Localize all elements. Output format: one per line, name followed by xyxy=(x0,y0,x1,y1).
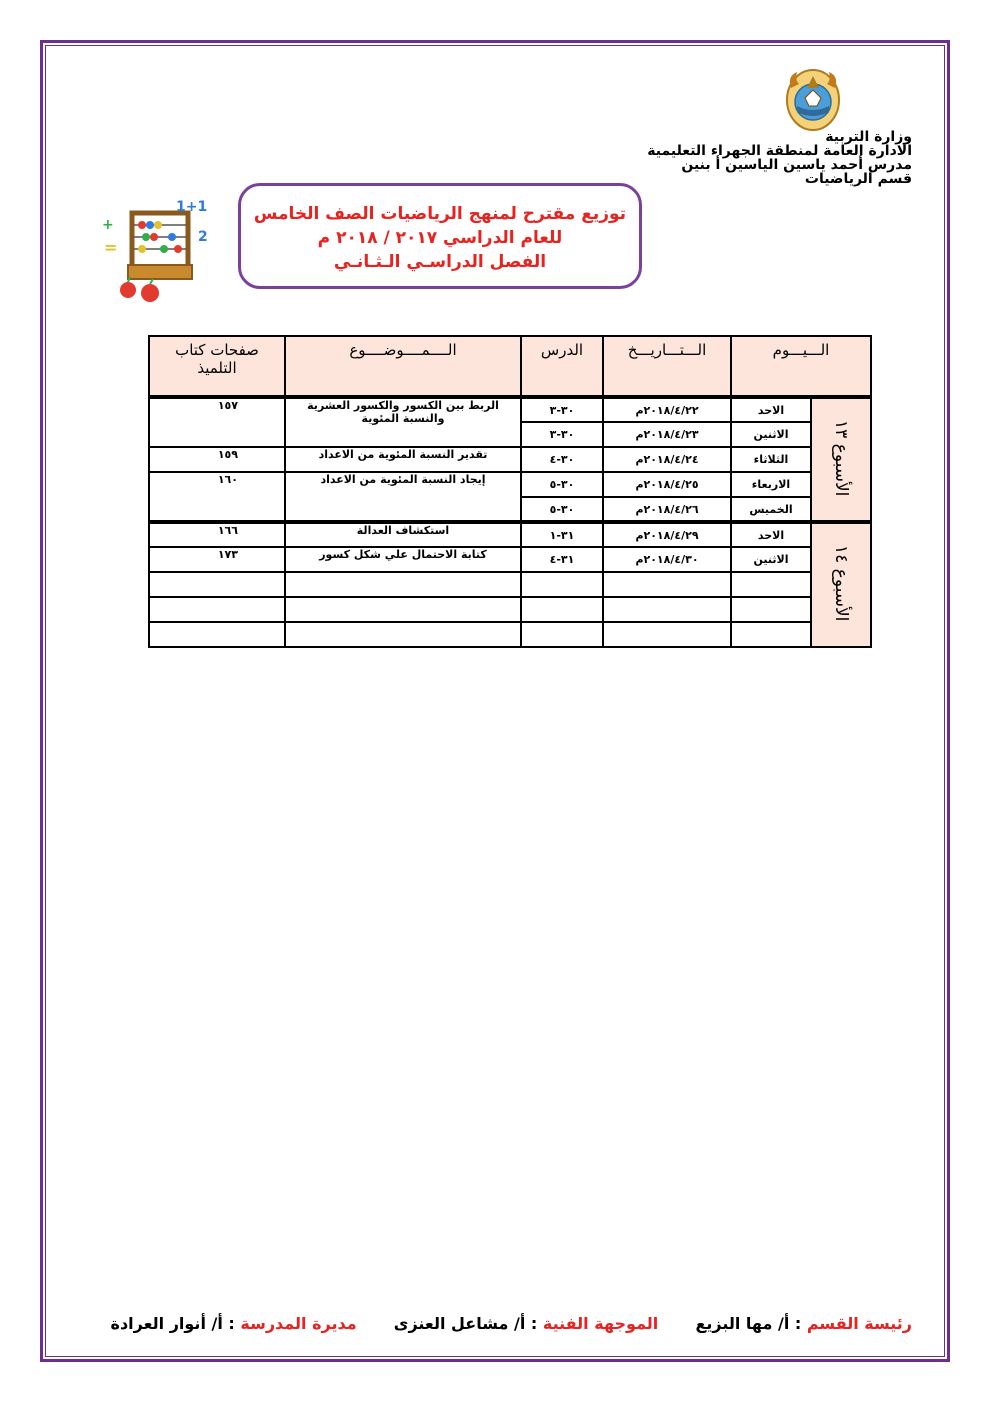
svg-text:=: = xyxy=(104,238,118,257)
svg-text:2: 2 xyxy=(198,229,208,245)
row-lesson: ٣٠-٣ xyxy=(521,397,603,422)
row-date: ٢٠١٨/٤/٢٦م xyxy=(603,497,731,522)
colon: : xyxy=(530,1314,538,1333)
table-row xyxy=(149,397,871,422)
header-line-teacher: مدرس أحمد ياسين الياسين أ بنين xyxy=(681,157,912,173)
row-topic: تقدير النسبة المئوية من الاعداد xyxy=(285,447,521,472)
row-lesson: ٣٠-٣ xyxy=(521,422,603,447)
row-lesson xyxy=(521,572,603,597)
table-row xyxy=(149,522,871,547)
row-day xyxy=(731,572,811,597)
row-lesson xyxy=(521,597,603,622)
row-topic: الربط بين الكسور والكسور العشرية والنسبة المئوية xyxy=(285,397,521,447)
row-topic xyxy=(285,572,521,597)
row-pages xyxy=(149,622,285,647)
svg-text:1+1: 1+1 xyxy=(176,199,208,215)
head-title: رئيسة القسم xyxy=(806,1314,912,1333)
row-topic: استكشاف العدالة xyxy=(285,522,521,547)
row-pages: ١٥٩ xyxy=(149,447,285,472)
row-date: ٢٠١٨/٤/٣٠م xyxy=(603,547,731,572)
row-date xyxy=(603,597,731,622)
row-pages: ١٦٦ xyxy=(149,522,285,547)
row-lesson: ٣٠-٤ xyxy=(521,447,603,472)
row-lesson: ٣١-٤ xyxy=(521,547,603,572)
row-lesson: ٣٠-٥ xyxy=(521,497,603,522)
supervisor-title: الموجهة الفنية xyxy=(542,1314,659,1333)
principal-name: أ/ أنوار العرادة xyxy=(110,1314,223,1333)
row-topic: كتابة الاحتمال علي شكل كسور xyxy=(285,547,521,572)
row-lesson xyxy=(521,622,603,647)
lesson-plan-table xyxy=(148,335,872,648)
header-line-department: قسم الرياضيات xyxy=(804,171,912,187)
table-row xyxy=(149,447,871,472)
row-date xyxy=(603,622,731,647)
row-date: ٢٠١٨/٤/٢٣م xyxy=(603,422,731,447)
row-day: الاحد xyxy=(731,522,811,547)
header-day: الـــيـــوم xyxy=(731,336,871,397)
row-topic: إيجاد النسبة المئوية من الاعداد xyxy=(285,472,521,522)
title-line-2: للعام الدراسي ٢٠١٧ / ٢٠١٨ م xyxy=(317,228,563,248)
row-lesson: ٣٠-٥ xyxy=(521,472,603,497)
row-day: الاحد xyxy=(731,397,811,422)
title-line-3: الفصل الدراسـي الـثـانـي xyxy=(333,252,547,272)
header-date: الـــتـــاريـــخ xyxy=(603,336,731,397)
ministry-emblem xyxy=(783,66,843,132)
table-row xyxy=(149,472,871,497)
row-date: ٢٠١٨/٤/٢٥م xyxy=(603,472,731,497)
row-day: الثلاثاء xyxy=(731,447,811,472)
header-line-region: الادارة العامة لمنطقة الجهراء التعليمية xyxy=(647,143,912,159)
row-topic xyxy=(285,622,521,647)
row-day xyxy=(731,622,811,647)
week-14-label: الأسبوع ١٤ xyxy=(811,522,871,647)
colon: : xyxy=(794,1314,802,1333)
title-line-1: توزيع مقترح لمنهج الرياضيات الصف الخامس xyxy=(253,204,627,224)
table-header-row xyxy=(149,336,871,397)
signature-footer xyxy=(92,1314,912,1333)
row-pages: ١٦٠ xyxy=(149,472,285,522)
table-row xyxy=(149,547,871,572)
svg-text:+: + xyxy=(102,217,114,233)
row-day: الخميس xyxy=(731,497,811,522)
week-13-label: الأسبوع ١٣ xyxy=(811,397,871,522)
supervisor-name: أ/ مشاعل العنزى xyxy=(393,1314,526,1333)
table-row-empty xyxy=(149,572,871,597)
table-row-empty xyxy=(149,622,871,647)
row-date: ٢٠١٨/٤/٢٢م xyxy=(603,397,731,422)
colon: : xyxy=(228,1314,235,1333)
principal-title: مديرة المدرسة xyxy=(240,1314,357,1333)
row-topic xyxy=(285,597,521,622)
row-pages xyxy=(149,572,285,597)
row-pages: ١٥٧ xyxy=(149,397,285,447)
row-day: الاربعاء xyxy=(731,472,811,497)
row-day: الاثنين xyxy=(731,422,811,447)
row-day: الاثنين xyxy=(731,547,811,572)
header-line-ministry: وزارة التربية xyxy=(825,129,912,145)
row-lesson: ٣١-١ xyxy=(521,522,603,547)
row-date: ٢٠١٨/٤/٢٩م xyxy=(603,522,731,547)
abacus-clipart xyxy=(98,195,216,305)
row-pages: ١٧٣ xyxy=(149,547,285,572)
row-date: ٢٠١٨/٤/٢٤م xyxy=(603,447,731,472)
header-lesson: الدرس xyxy=(521,336,603,397)
header-pages: صفحات كتاب التلميذ xyxy=(149,336,285,397)
header-topic: الــــمــــوضــــوع xyxy=(285,336,521,397)
table-row-empty xyxy=(149,597,871,622)
head-name: أ/ مها البزيع xyxy=(695,1314,790,1333)
row-day xyxy=(731,597,811,622)
row-date xyxy=(603,572,731,597)
title-box xyxy=(238,183,642,289)
row-pages xyxy=(149,597,285,622)
ministry-header xyxy=(647,130,912,186)
